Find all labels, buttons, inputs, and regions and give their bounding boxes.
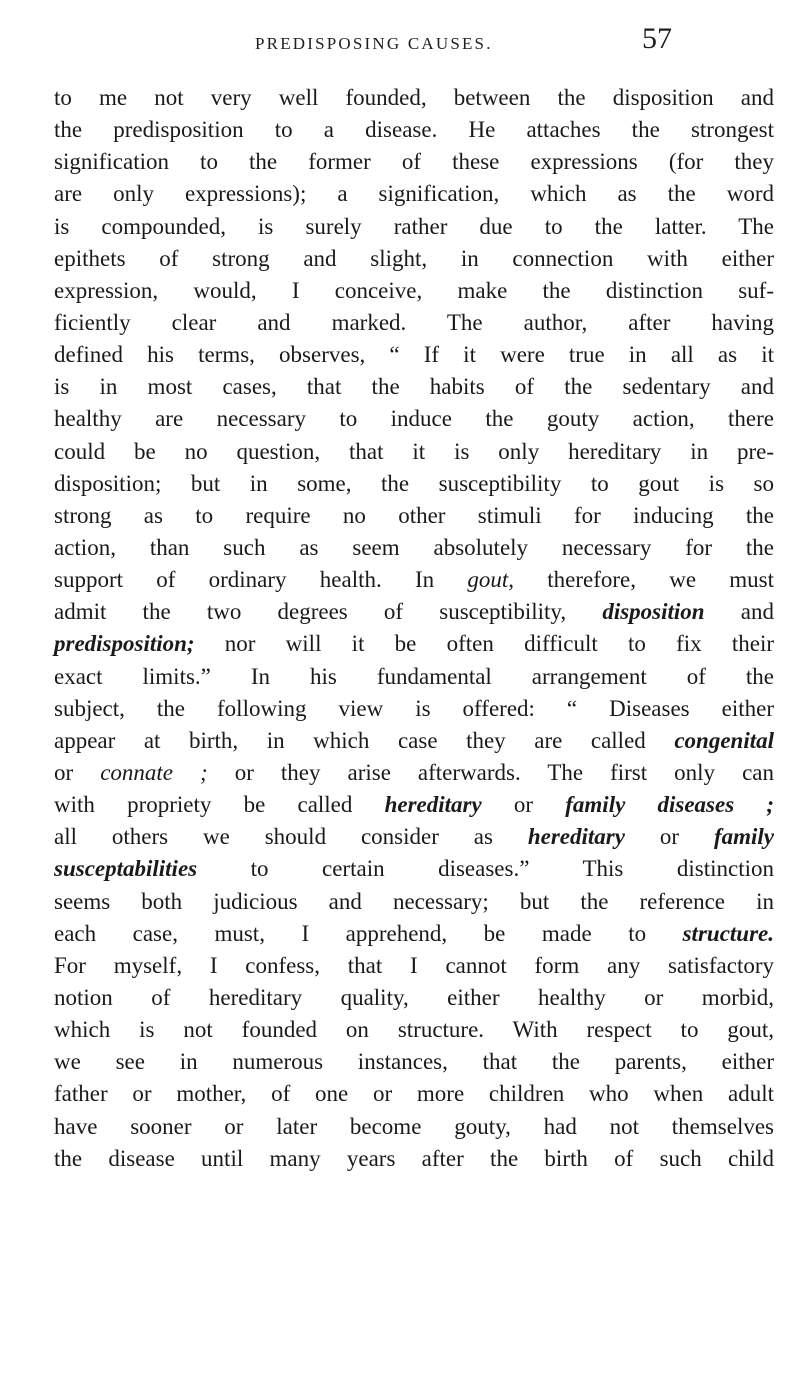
text-span: each case, must, I apprehend, be made to [54, 920, 683, 946]
text-line: to me not very well founded, between the disposition and [54, 85, 774, 110]
text-line: seems both judicious and necessary; but the reference in [54, 888, 774, 914]
italic-term: connate ; [100, 759, 208, 785]
running-header [0, 16, 800, 56]
emphasized-term: predisposition; [54, 631, 195, 657]
text-span: and [704, 599, 774, 625]
emphasized-term: disposition [602, 599, 705, 625]
text-line: exact limits.” In his fundamental arrangement of the [54, 663, 774, 689]
text-line [54, 628, 774, 660]
emphasized-term: susceptabilities [54, 856, 198, 882]
italic-term: gout, [467, 567, 514, 593]
text-line: father or mother, of one or more children who when adult [54, 1081, 774, 1107]
text-line: is in most cases, that the habits of the sedentary and [54, 374, 774, 400]
text-span: to certain diseases.” This distinction [197, 856, 774, 882]
text-line [54, 853, 774, 885]
text-span: appear at birth, in which case they are called [54, 727, 675, 753]
text-line: epithets of strong and slight, in connection with either [54, 245, 774, 271]
chapter-title: PREDISPOSING CAUSES. [255, 34, 493, 53]
text-line: which is not founded on structure. With respect to gout, [54, 1017, 774, 1043]
text-span: or they arise afterwards. The first only can [207, 759, 774, 785]
text-line [54, 725, 774, 757]
text-span: with propriety be called [54, 792, 385, 818]
text-line [54, 757, 774, 789]
page-number: 57 [642, 22, 672, 55]
text-span: or [481, 792, 566, 818]
text-line [54, 564, 774, 596]
text-line [54, 596, 774, 628]
emphasized-term: hereditary [384, 792, 482, 818]
text-span: therefore, we must [514, 567, 774, 593]
text-span: or [54, 759, 101, 785]
text-line: healthy are necessary to induce the gouty action, there [54, 406, 774, 432]
text-line: the disease until many years after the birth of such child [54, 1145, 774, 1171]
text-line: defined his terms, observes, “ If it were true in all as it [54, 342, 774, 368]
text-line: strong as to require no other stimuli for inducing the [54, 502, 774, 528]
text-line: the predisposition to a disease. He attaches the strongest [54, 117, 774, 143]
text-line: we see in numerous instances, that the parents, either [54, 1049, 774, 1075]
text-line: could be no question, that it is only hereditary in pre- [54, 438, 774, 464]
text-line [54, 789, 774, 821]
text-span: or [624, 824, 714, 850]
text-span: all others we should consider as [54, 824, 528, 850]
text-line: have sooner or later become gouty, had not themselves [54, 1113, 774, 1139]
text-line: signification to the former of these expressions (for they [54, 149, 774, 175]
text-line [54, 918, 774, 950]
emphasized-term: hereditary [527, 824, 625, 850]
text-line: ficiently clear and marked. The author, after having [54, 309, 774, 335]
text-span: support of ordinary health. In [54, 567, 468, 593]
text-line: notion of hereditary quality, either healthy or morbid, [54, 984, 774, 1010]
emphasized-term: family [713, 824, 774, 850]
text-line: subject, the following view is offered: “ Diseases either [54, 695, 774, 721]
text-line: is compounded, is surely rather due to the latter. The [54, 213, 774, 239]
text-line: are only expressions); a signification, which as the word [54, 181, 774, 207]
emphasized-term: family diseases ; [565, 792, 774, 818]
emphasized-term: congenital [674, 727, 774, 753]
text-span: admit the two degrees of susceptibility, [54, 599, 603, 625]
text-line: action, than such as seem absolutely necessary for the [54, 534, 774, 560]
text-line [54, 821, 774, 853]
text-span: nor will it be often difficult to fix their [194, 631, 774, 657]
text-line: disposition; but in some, the susceptibility to gout is so [54, 470, 774, 496]
text-line: expression, would, I conceive, make the distinction suf- [54, 277, 774, 303]
text-line: For myself, I confess, that I cannot form any satisfactory [54, 952, 774, 978]
emphasized-term: structure. [682, 920, 774, 946]
body-text [54, 82, 774, 1175]
